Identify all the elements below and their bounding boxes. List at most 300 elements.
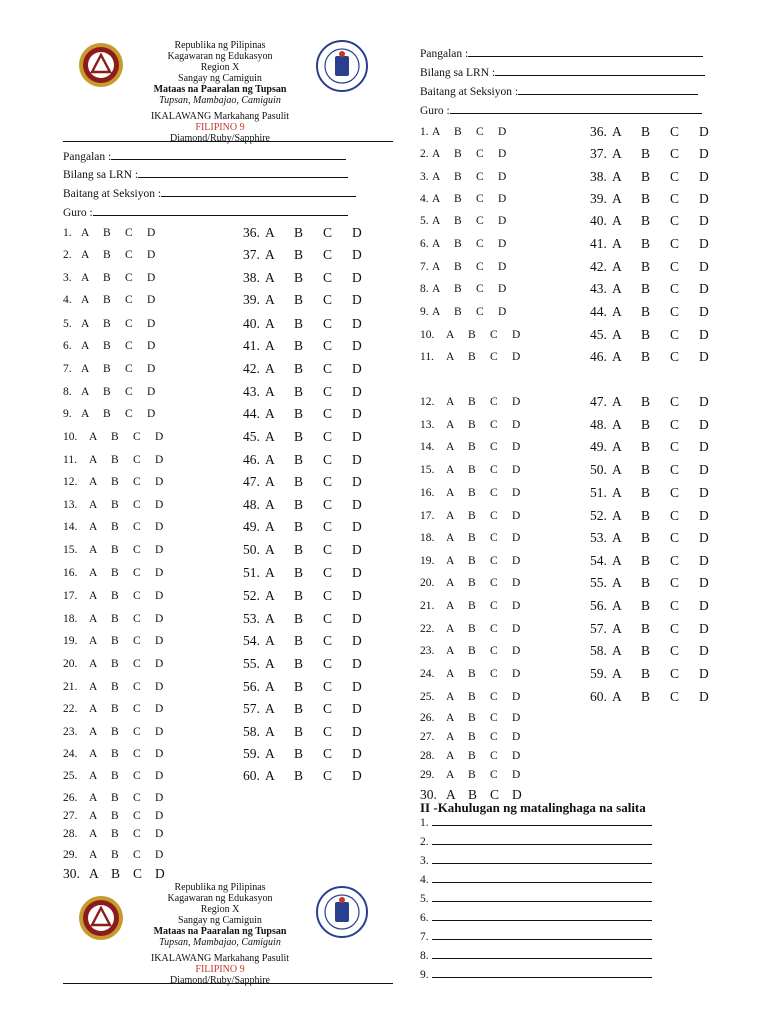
option-b[interactable]: B [111,499,119,511]
option-c[interactable]: C [133,828,141,840]
option-a[interactable]: A [612,439,622,454]
option-d[interactable]: D [147,340,156,352]
option-c[interactable]: C [476,215,484,227]
answer-line-item[interactable] [420,892,652,905]
option-a[interactable]: A [89,792,98,804]
option-a[interactable]: A [89,681,98,693]
option-c[interactable]: C [476,193,484,205]
option-b[interactable]: B [294,429,304,444]
option-c[interactable]: C [323,338,333,353]
answer-blank[interactable] [432,930,652,940]
option-a[interactable]: A [89,567,98,579]
option-d[interactable]: D [498,261,507,273]
option-d[interactable]: D [147,363,156,375]
option-a[interactable]: A [446,691,455,703]
option-c[interactable]: C [323,679,333,694]
option-a[interactable]: A [265,338,275,353]
option-c[interactable]: C [476,306,484,318]
option-a[interactable]: A [89,431,98,443]
option-a[interactable]: A [612,462,622,477]
option-c[interactable]: C [125,363,133,375]
option-c[interactable]: C [670,191,680,206]
option-b[interactable]: B [294,656,304,671]
option-a[interactable]: A [265,316,275,331]
option-b[interactable]: B [111,792,119,804]
option-a[interactable]: A [265,429,275,444]
option-a[interactable]: A [612,281,622,296]
option-d[interactable]: D [512,351,521,363]
option-b[interactable]: B [103,249,111,261]
option-a[interactable]: A [265,361,275,376]
option-c[interactable]: C [490,441,498,453]
option-b[interactable]: B [468,750,476,762]
option-d[interactable]: D [352,270,362,285]
option-a[interactable]: A [89,810,98,822]
option-b[interactable]: B [454,261,462,273]
option-d[interactable]: D [512,668,521,680]
option-c[interactable]: C [670,643,680,658]
option-c[interactable]: C [323,656,333,671]
option-d[interactable]: D [512,623,521,635]
option-c[interactable]: C [476,261,484,273]
option-d[interactable]: D [699,281,709,296]
option-d[interactable]: D [147,294,156,306]
option-b[interactable]: B [294,247,304,262]
option-c[interactable]: C [133,792,141,804]
option-b[interactable]: B [641,689,651,704]
option-c[interactable]: C [133,499,141,511]
option-c[interactable]: C [670,462,680,477]
option-d[interactable]: D [155,866,165,881]
option-d[interactable]: D [699,553,709,568]
option-b[interactable]: B [294,384,304,399]
option-d[interactable]: D [699,508,709,523]
option-c[interactable]: C [133,810,141,822]
option-c[interactable]: C [490,510,498,522]
answer-line-item[interactable] [420,930,652,943]
option-a[interactable]: A [89,521,98,533]
option-b[interactable]: B [294,292,304,307]
option-b[interactable]: B [454,306,462,318]
teacher-field[interactable] [420,103,702,117]
answer-blank[interactable] [432,949,652,959]
option-b[interactable]: B [641,508,651,523]
option-a[interactable]: A [612,689,622,704]
option-b[interactable]: B [294,611,304,626]
option-b[interactable]: B [111,866,121,881]
option-a[interactable]: A [612,327,622,342]
option-c[interactable]: C [323,406,333,421]
option-c[interactable]: C [323,270,333,285]
option-c[interactable]: C [490,329,498,341]
option-a[interactable]: A [446,351,455,363]
option-c[interactable]: C [125,318,133,330]
option-a[interactable]: A [81,227,90,239]
option-b[interactable]: B [468,464,476,476]
option-c[interactable]: C [490,712,498,724]
option-d[interactable]: D [512,396,521,408]
option-a[interactable]: A [89,866,99,881]
option-d[interactable]: D [155,792,164,804]
option-d[interactable]: D [155,567,164,579]
option-a[interactable]: A [612,304,622,319]
option-c[interactable]: C [323,247,333,262]
option-c[interactable]: C [670,485,680,500]
option-d[interactable]: D [352,656,362,671]
option-c[interactable]: C [490,750,498,762]
option-d[interactable]: D [147,249,156,261]
answer-line-item[interactable] [420,968,652,981]
option-d[interactable]: D [352,565,362,580]
option-b[interactable]: B [468,668,476,680]
option-c[interactable]: C [323,519,333,534]
option-d[interactable]: D [352,338,362,353]
answer-line-item[interactable] [420,911,652,924]
option-c[interactable]: C [323,361,333,376]
option-d[interactable]: D [352,542,362,557]
option-d[interactable]: D [512,329,521,341]
option-c[interactable]: C [133,681,141,693]
option-c[interactable]: C [490,600,498,612]
option-b[interactable]: B [103,227,111,239]
option-a[interactable]: A [432,215,441,227]
option-d[interactable]: D [147,386,156,398]
option-d[interactable]: D [352,474,362,489]
option-a[interactable]: A [446,510,455,522]
option-c[interactable]: C [670,666,680,681]
grade-section-field[interactable] [63,186,356,200]
option-b[interactable]: B [468,396,476,408]
option-b[interactable]: B [294,633,304,648]
option-d[interactable]: D [155,849,164,861]
option-c[interactable]: C [133,544,141,556]
option-b[interactable]: B [111,567,119,579]
option-b[interactable]: B [294,406,304,421]
option-a[interactable]: A [446,329,455,341]
option-b[interactable]: B [641,485,651,500]
option-c[interactable]: C [125,227,133,239]
option-b[interactable]: B [468,645,476,657]
option-a[interactable]: A [612,213,622,228]
option-c[interactable]: C [323,588,333,603]
option-d[interactable]: D [699,124,709,139]
option-c[interactable]: C [670,236,680,251]
option-a[interactable]: A [89,703,98,715]
option-c[interactable]: C [670,327,680,342]
option-c[interactable]: C [670,621,680,636]
option-d[interactable]: D [512,441,521,453]
option-d[interactable]: D [512,487,521,499]
option-a[interactable]: A [81,408,90,420]
option-a[interactable]: A [89,544,98,556]
option-c[interactable]: C [476,238,484,250]
name-field[interactable] [63,149,346,163]
option-b[interactable]: B [641,598,651,613]
option-b[interactable]: B [468,510,476,522]
option-b[interactable]: B [641,146,651,161]
option-d[interactable]: D [498,215,507,227]
option-d[interactable]: D [147,408,156,420]
grade-section-line[interactable] [518,84,698,95]
option-d[interactable]: D [352,361,362,376]
option-a[interactable]: A [265,270,275,285]
option-b[interactable]: B [468,555,476,567]
option-a[interactable]: A [612,508,622,523]
option-c[interactable]: C [133,635,141,647]
answer-line-item[interactable] [420,854,652,867]
option-b[interactable]: B [111,681,119,693]
option-d[interactable]: D [512,787,522,802]
option-d[interactable]: D [699,598,709,613]
option-d[interactable]: D [699,304,709,319]
option-d[interactable]: D [352,679,362,694]
answer-blank[interactable] [432,854,652,864]
option-b[interactable]: B [641,666,651,681]
option-c[interactable]: C [323,316,333,331]
grade-section-field[interactable] [420,84,698,98]
option-a[interactable]: A [89,726,98,738]
option-c[interactable]: C [490,396,498,408]
option-c[interactable]: C [323,225,333,240]
option-c[interactable]: C [670,508,680,523]
option-c[interactable]: C [476,148,484,160]
option-a[interactable]: A [432,126,441,138]
option-c[interactable]: C [670,439,680,454]
option-c[interactable]: C [670,169,680,184]
option-c[interactable]: C [490,419,498,431]
option-b[interactable]: B [111,590,119,602]
option-d[interactable]: D [498,238,507,250]
option-c[interactable]: C [133,726,141,738]
option-d[interactable]: D [699,394,709,409]
option-a[interactable]: A [81,249,90,261]
option-d[interactable]: D [155,635,164,647]
option-a[interactable]: A [89,499,98,511]
option-b[interactable]: B [468,769,476,781]
option-a[interactable]: A [89,635,98,647]
option-b[interactable]: B [641,236,651,251]
option-b[interactable]: B [641,124,651,139]
option-d[interactable]: D [155,499,164,511]
grade-section-line[interactable] [161,186,356,197]
option-d[interactable]: D [155,544,164,556]
option-d[interactable]: D [699,327,709,342]
option-c[interactable]: C [490,464,498,476]
option-c[interactable]: C [670,417,680,432]
option-b[interactable]: B [294,588,304,603]
option-b[interactable]: B [111,828,119,840]
option-b[interactable]: B [454,238,462,250]
option-a[interactable]: A [432,171,441,183]
option-b[interactable]: B [641,439,651,454]
option-a[interactable]: A [265,679,275,694]
option-c[interactable]: C [323,497,333,512]
option-b[interactable]: B [454,193,462,205]
option-c[interactable]: C [323,384,333,399]
option-a[interactable]: A [265,384,275,399]
option-d[interactable]: D [699,146,709,161]
option-d[interactable]: D [352,768,362,783]
option-c[interactable]: C [670,598,680,613]
option-c[interactable]: C [490,668,498,680]
option-a[interactable]: A [612,485,622,500]
option-b[interactable]: B [454,171,462,183]
option-b[interactable]: B [294,270,304,285]
option-d[interactable]: D [155,431,164,443]
name-line[interactable] [111,149,346,160]
option-b[interactable]: B [468,329,476,341]
answer-line-item[interactable] [420,873,652,886]
option-d[interactable]: D [512,600,521,612]
option-a[interactable]: A [612,621,622,636]
option-a[interactable]: A [446,731,455,743]
option-a[interactable]: A [265,724,275,739]
option-d[interactable]: D [155,703,164,715]
option-d[interactable]: D [155,476,164,488]
option-d[interactable]: D [498,283,507,295]
option-b[interactable]: B [641,417,651,432]
option-b[interactable]: B [294,565,304,580]
option-b[interactable]: B [111,431,119,443]
option-a[interactable]: A [612,394,622,409]
option-b[interactable]: B [294,316,304,331]
option-d[interactable]: D [147,272,156,284]
option-b[interactable]: B [111,748,119,760]
option-c[interactable]: C [323,292,333,307]
option-a[interactable]: A [612,530,622,545]
option-c[interactable]: C [133,613,141,625]
option-a[interactable]: A [446,419,455,431]
option-c[interactable]: C [490,691,498,703]
option-c[interactable]: C [490,787,500,802]
option-d[interactable]: D [155,828,164,840]
option-b[interactable]: B [468,487,476,499]
option-c[interactable]: C [670,124,680,139]
option-d[interactable]: D [155,613,164,625]
option-c[interactable]: C [490,351,498,363]
option-b[interactable]: B [111,521,119,533]
option-a[interactable]: A [89,828,98,840]
option-a[interactable]: A [612,666,622,681]
option-b[interactable]: B [111,703,119,715]
option-b[interactable]: B [454,215,462,227]
option-c[interactable]: C [323,429,333,444]
option-a[interactable]: A [446,787,456,802]
option-d[interactable]: D [512,712,521,724]
option-c[interactable]: C [133,658,141,670]
option-a[interactable]: A [446,532,455,544]
option-b[interactable]: B [111,810,119,822]
option-d[interactable]: D [699,462,709,477]
lrn-line[interactable] [495,65,705,76]
option-a[interactable]: A [432,306,441,318]
option-d[interactable]: D [155,748,164,760]
name-field[interactable] [420,46,703,60]
option-a[interactable]: A [265,497,275,512]
option-d[interactable]: D [512,769,521,781]
option-c[interactable]: C [125,294,133,306]
option-c[interactable]: C [133,703,141,715]
option-c[interactable]: C [670,689,680,704]
option-d[interactable]: D [699,169,709,184]
option-d[interactable]: D [512,750,521,762]
name-line[interactable] [468,46,703,57]
option-d[interactable]: D [498,193,507,205]
option-b[interactable]: B [103,408,111,420]
option-a[interactable]: A [265,225,275,240]
option-d[interactable]: D [699,236,709,251]
option-b[interactable]: B [468,532,476,544]
option-a[interactable]: A [265,588,275,603]
option-b[interactable]: B [641,259,651,274]
answer-blank[interactable] [432,892,652,902]
option-a[interactable]: A [89,748,98,760]
option-a[interactable]: A [446,396,455,408]
option-b[interactable]: B [294,225,304,240]
option-c[interactable]: C [133,521,141,533]
option-c[interactable]: C [490,555,498,567]
option-d[interactable]: D [699,643,709,658]
option-d[interactable]: D [155,454,164,466]
option-a[interactable]: A [432,283,441,295]
option-a[interactable]: A [612,598,622,613]
answer-blank[interactable] [432,873,652,883]
option-d[interactable]: D [352,701,362,716]
option-a[interactable]: A [89,658,98,670]
option-b[interactable]: B [641,191,651,206]
option-a[interactable]: A [446,555,455,567]
option-b[interactable]: B [468,712,476,724]
option-d[interactable]: D [155,681,164,693]
option-b[interactable]: B [454,126,462,138]
option-a[interactable]: A [265,701,275,716]
option-c[interactable]: C [670,349,680,364]
option-a[interactable]: A [265,452,275,467]
option-a[interactable]: A [446,577,455,589]
option-b[interactable]: B [294,452,304,467]
option-a[interactable]: A [612,124,622,139]
option-b[interactable]: B [641,349,651,364]
option-b[interactable]: B [641,530,651,545]
option-b[interactable]: B [294,679,304,694]
option-c[interactable]: C [476,283,484,295]
option-d[interactable]: D [699,621,709,636]
option-a[interactable]: A [81,340,90,352]
option-b[interactable]: B [103,363,111,375]
option-a[interactable]: A [612,349,622,364]
option-a[interactable]: A [89,770,98,782]
option-a[interactable]: A [432,261,441,273]
option-a[interactable]: A [446,645,455,657]
option-d[interactable]: D [352,247,362,262]
option-b[interactable]: B [641,462,651,477]
option-c[interactable]: C [490,645,498,657]
option-a[interactable]: A [265,542,275,557]
option-b[interactable]: B [468,600,476,612]
option-d[interactable]: D [352,316,362,331]
option-d[interactable]: D [155,521,164,533]
option-c[interactable]: C [490,769,498,781]
option-b[interactable]: B [641,643,651,658]
option-d[interactable]: D [498,306,507,318]
option-a[interactable]: A [89,849,98,861]
option-b[interactable]: B [103,318,111,330]
option-a[interactable]: A [265,292,275,307]
option-b[interactable]: B [454,283,462,295]
teacher-line[interactable] [93,205,348,216]
option-a[interactable]: A [89,590,98,602]
option-b[interactable]: B [468,787,478,802]
